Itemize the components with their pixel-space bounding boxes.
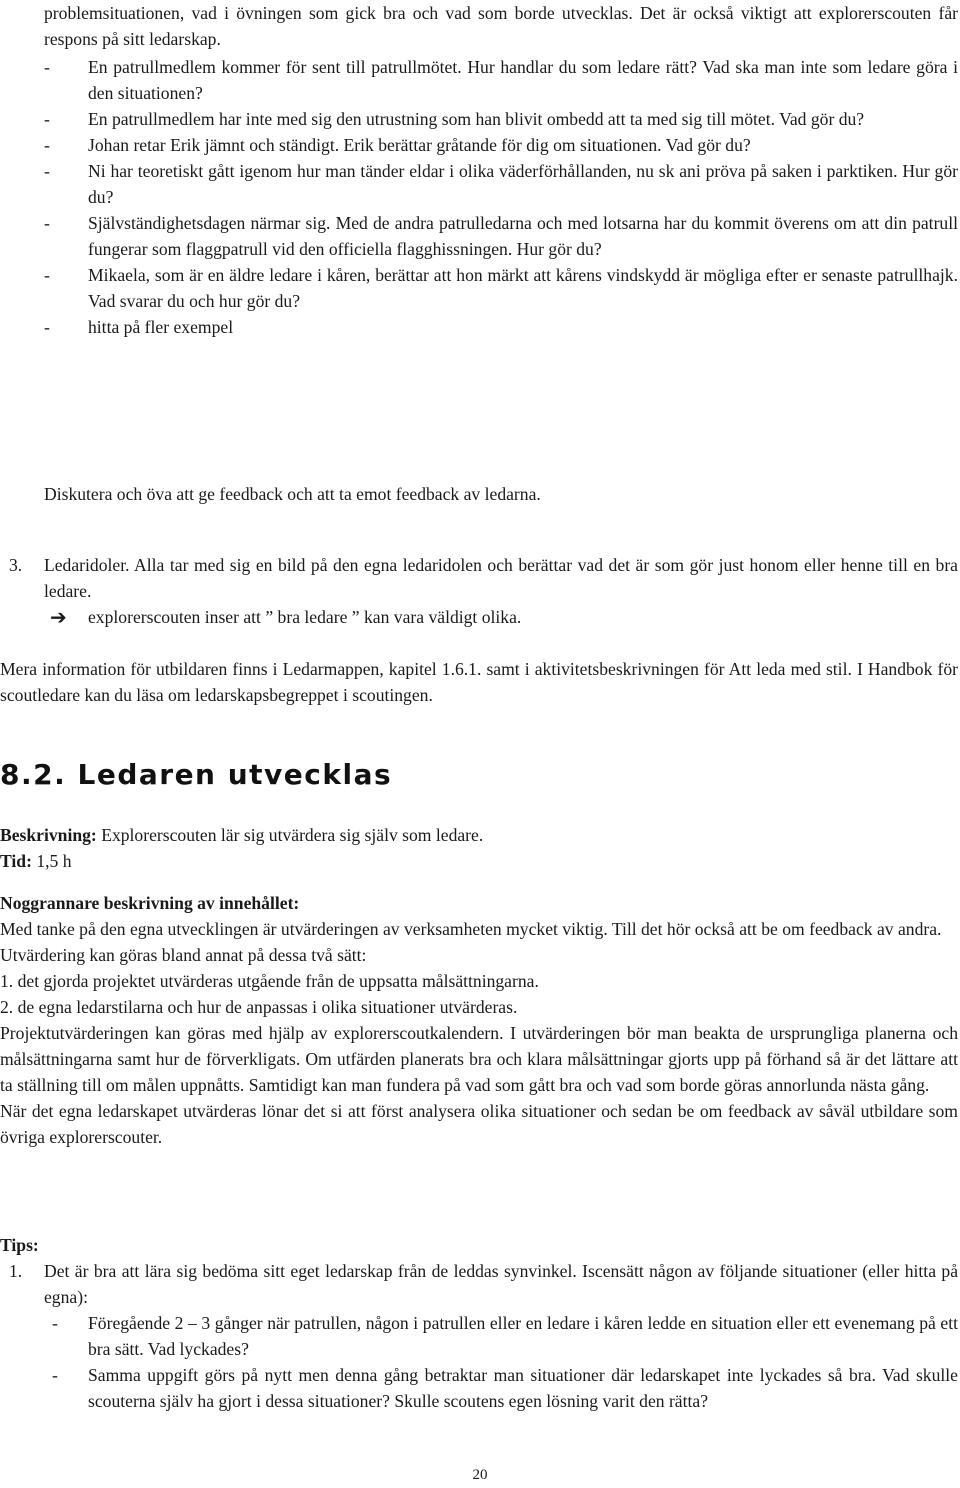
dash-marker: -	[52, 1313, 58, 1333]
dash-marker: -	[52, 1365, 58, 1385]
section-heading: 8.2. Ledaren utvecklas	[0, 758, 393, 791]
dash-marker: -	[44, 317, 50, 337]
scenario-item: - En patrullmedlem kommer för sent till patrullmötet. Hur handlar du som ledare rätt? Vad ska man inte som ledare göra i den situationen?	[0, 54, 958, 106]
more-info-block	[0, 656, 958, 708]
description-label: Beskrivning:	[0, 825, 97, 845]
dash-marker: -	[44, 109, 50, 129]
description-text: Explorerscouten lär sig utvärdera sig själv som ledare.	[96, 825, 484, 845]
detail-paragraph: När det egna ledarskapet utvärderas lönar det si att först analysera olika situationer och sedan be om feedback av såväl utbildare som övriga explorerscouter.	[0, 1101, 958, 1147]
scenario-item: - En patrullmedlem har inte med sig den utrustning som han blivit ombedd att ta med sig till mötet. Vad gör du?	[0, 106, 958, 132]
item-3	[0, 552, 958, 630]
dash-marker: -	[44, 161, 50, 181]
time-label: Tid:	[0, 851, 32, 871]
tip-subitem: - Samma uppgift görs på nytt men denna gång betraktar man situationer där ledarskapet inte lyckades så bra. Vad skulle scouterna själv ha gjort i dessa situationer? Skulle scoutens egen lösning varit den rätta?	[0, 1362, 958, 1414]
dash-marker: -	[44, 213, 50, 233]
scenario-item: - Självständighetsdagen närmar sig. Med de andra patrulledarna och med lotsarna har du kommit överens om att din patrull fungerar som flaggpatrull vid den officiella flagghissningen. Hur gör du?	[0, 210, 958, 262]
scenario-item: - Mikaela, som är en äldre ledare i kåren, berättar att hon märkt att kårens vindskydd är mögliga efter er senaste patrullhajk. Vad svarar du och hur gör du?	[0, 262, 958, 314]
tip-number: 1.	[9, 1261, 23, 1281]
detail-paragraph: Projektutvärderingen kan göras med hjälp av explorerscoutkalendern. I utvärderingen bör man beakta de ursprungliga planerna och målsättningarna samt hur de förverkligats. Om utfärden planerats bra och klara målsättningar gjorts upp på förhand så är det lättare att ta ställning till om målen uppnåtts. Samtidigt kan man fundera på vad som gått bra och vad som borde göras annorlunda nästa gång.	[0, 1023, 958, 1095]
dash-marker: -	[44, 265, 50, 285]
detail-heading: Noggrannare beskrivning av innehållet:	[0, 893, 300, 913]
arrow-line	[0, 604, 958, 630]
tip-subitem: - Föregående 2 – 3 gånger när patrullen, någon i patrullen eller en ledare i kåren ledde en situation eller ett evenemang på ett bra sätt. Vad lyckades?	[0, 1310, 958, 1362]
tips-heading: Tips:	[0, 1235, 39, 1255]
detail-paragraph: Med tanke på den egna utvecklingen är utvärderingen av verksamheten mycket viktig. Till det hör också att be om feedback av andra.	[0, 919, 942, 939]
scenario-item: - Ni har teoretiskt gått igenom hur man tänder eldar i olika väderförhållanden, nu sk ani pröva på saken i parktiken. Hur gör du?	[0, 158, 958, 210]
detail-paragraph: Utvärdering kan göras bland annat på dessa två sätt:	[0, 945, 367, 965]
intro-paragraph-block	[0, 0, 958, 52]
time-line	[0, 848, 958, 874]
arrow-right-icon: ➔	[50, 605, 67, 629]
discuss-text: Diskutera och öva att ge feedback och att ta emot feedback av ledarna.	[44, 484, 541, 504]
section-meta	[0, 822, 958, 874]
detail-block	[0, 890, 958, 1150]
intro-paragraph: problemsituationen, vad i övningen som gick bra och vad som borde utvecklas. Det är också viktigt att explorerscouten får respons på sitt ledarskap.	[44, 3, 958, 49]
tips-block	[0, 1232, 958, 1414]
tip-text: Det är bra att lära sig bedöma sitt eget ledarskap från de leddas synvinkel. Iscensätt någon av följande situationer (eller hitta på egna):	[44, 1261, 958, 1307]
item-text: Ledaridoler. Alla tar med sig en bild på den egna ledaridolen och berättar vad det är som gör just honom eller henne till en bra ledare.	[44, 555, 958, 601]
dash-marker: -	[44, 57, 50, 77]
tip-item	[0, 1258, 958, 1310]
scenario-item: - hitta på fler exempel	[0, 314, 958, 340]
item-number: 3.	[9, 555, 23, 575]
more-info-text: Mera information för utbildaren finns i Ledarmappen, kapitel 1.6.1. samt i aktivitetsbeskrivningen för Att leda med stil. I Handbok för scoutledare kan du läsa om ledarskapsbegreppet i scoutingen.	[0, 659, 958, 705]
scenario-item: - Johan retar Erik jämnt och ständigt. Erik berättar gråtande för dig om situationen. Vad gör du?	[0, 132, 958, 158]
description-line	[0, 822, 958, 848]
discuss-block	[0, 481, 958, 507]
detail-paragraph: 2. de egna ledarstilarna och hur de anpassas i olika situationer utvärderas.	[0, 997, 518, 1017]
time-text: 1,5 h	[31, 851, 72, 871]
dash-marker: -	[44, 135, 50, 155]
page-number: 20	[472, 1467, 488, 1483]
detail-paragraph: 1. det gjorda projektet utvärderas utgående från de uppsatta målsättningarna.	[0, 971, 539, 991]
scenario-list	[0, 54, 958, 340]
arrow-text: explorerscouten inser att ” bra ledare ” kan vara väldigt olika.	[88, 607, 522, 627]
